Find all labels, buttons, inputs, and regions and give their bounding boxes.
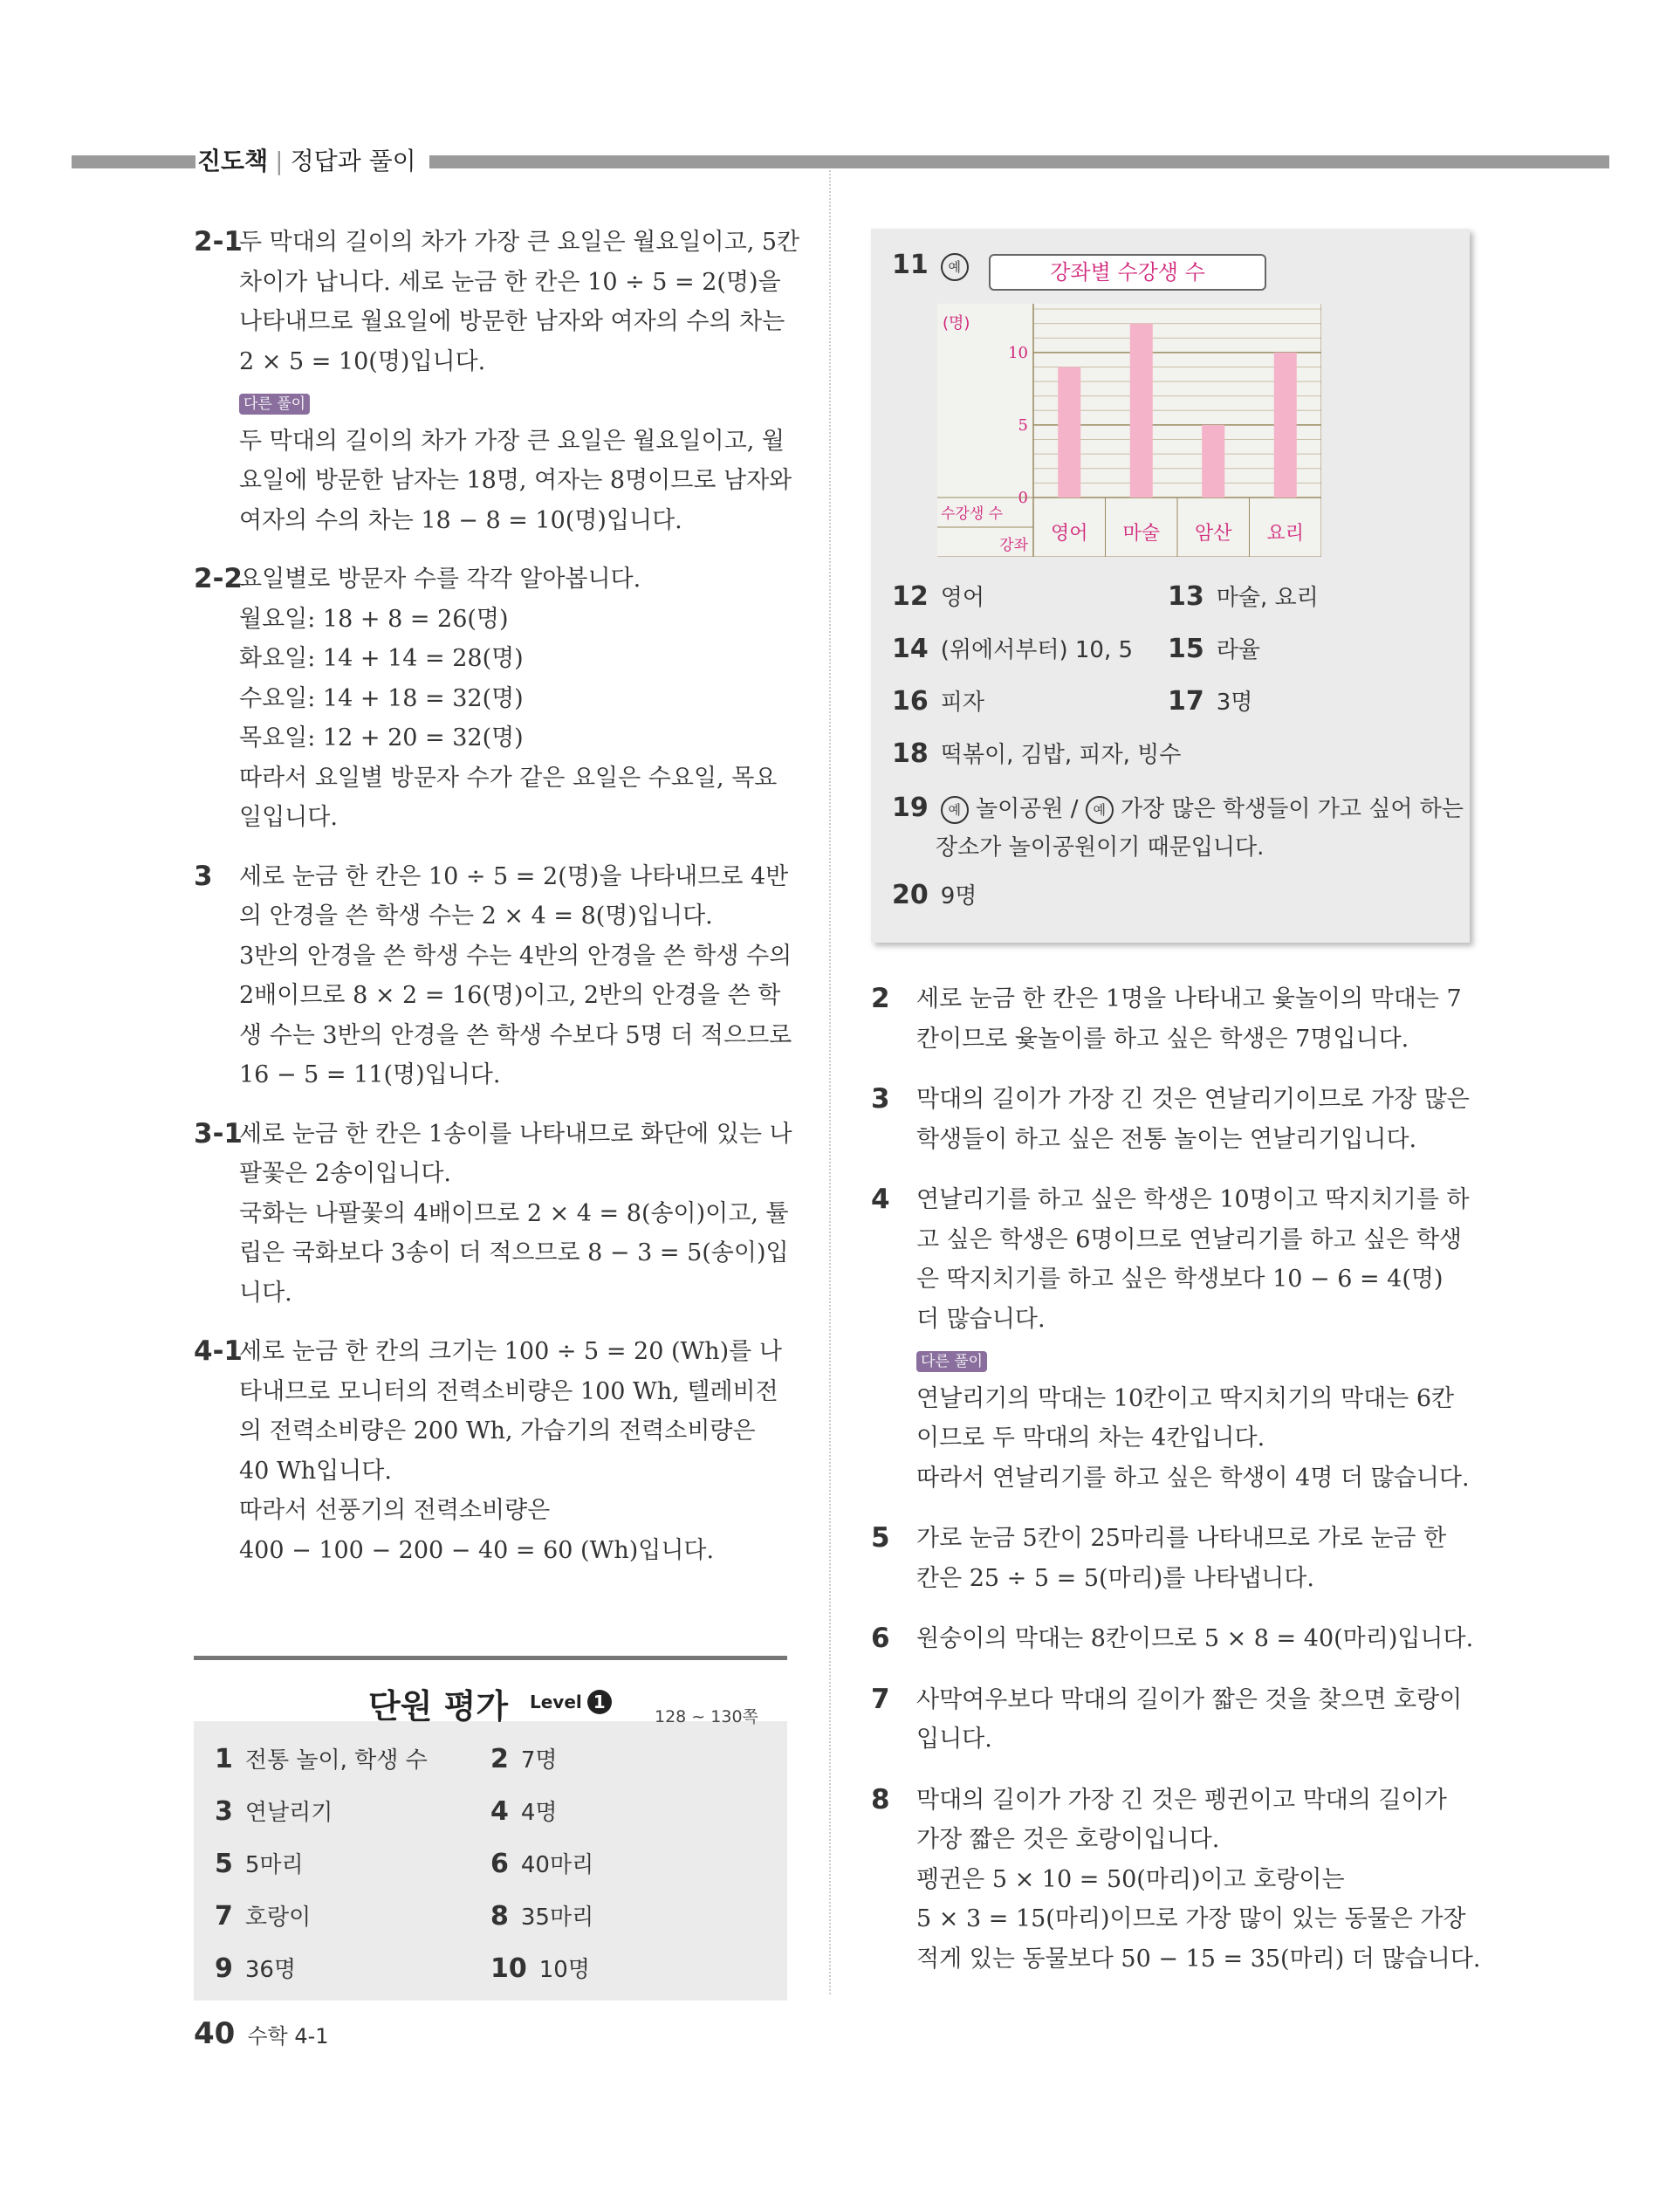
item-number: 4-1: [194, 1335, 243, 1367]
text-line: 요일별로 방문자 수를 각각 알아봅니다.: [239, 566, 641, 593]
item-number: 2-2: [194, 563, 243, 594]
text-line: 두 막대의 길이의 차가 가장 큰 요일은 월요일이고, 월: [239, 427, 785, 455]
item-number: 5: [871, 1522, 890, 1554]
text-line: 생 수는 3반의 안경을 쓴 학생 수보다 5명 더 적으므로: [239, 1021, 792, 1049]
category-label: 마술: [1122, 523, 1161, 545]
box-answer: 12 영어: [892, 581, 984, 612]
text-line: 입니다.: [916, 1726, 992, 1753]
text-line: 세로 눈금 한 칸은 10 ÷ 5 = 2(명)을 나타내므로 4반: [239, 862, 789, 890]
solution-item: [194, 559, 796, 838]
text-line: 월요일: 18 + 8 = 26(명): [239, 605, 509, 633]
text-line: 타내므로 모니터의 전력소비량은 100 Wh, 텔레비전: [239, 1377, 778, 1405]
text-line: 국화는 나팔꽃의 4배이므로 2 × 4 = 8(송이)이고, 튤: [239, 1199, 789, 1227]
item-number: 2: [871, 983, 890, 1014]
text-line: 세로 눈금 한 칸은 1송이를 나타내므로 화단에 있는 나: [239, 1120, 792, 1148]
answer-19: 19 예 놀이공원 / 예 가장 많은 학생들이 가고 싶어 하는: [892, 793, 1464, 823]
box-answer: 15 라율: [1168, 634, 1260, 664]
footer: [194, 2016, 329, 2051]
text-line: 의 전력소비량은 200 Wh, 가습기의 전력소비량은: [239, 1417, 756, 1445]
header-bar-left: [72, 155, 195, 168]
solution-item: [194, 223, 800, 540]
text-line: 더 많습니다.: [916, 1305, 1046, 1333]
solution-item: [871, 1519, 1473, 1598]
text-line: 적게 있는 동물보다 50 − 15 = 35(마리) 더 많습니다.: [916, 1945, 1481, 1973]
text-line: 이므로 두 막대의 차는 4칸입니다.: [916, 1424, 1265, 1452]
text-line: 두 막대의 길이의 차가 가장 큰 요일은 월요일이고, 5칸: [239, 229, 800, 256]
solution-item: [871, 1080, 1473, 1159]
eval-answer: 4 4명: [490, 1796, 558, 1827]
solution-item: [194, 1332, 796, 1570]
text-line: 따라서 선풍기의 전력소비량은: [239, 1497, 551, 1524]
text-line: 가장 짧은 것은 호랑이입니다.: [916, 1826, 1220, 1853]
eval-answer: 7 호랑이: [215, 1901, 312, 1932]
text-line: 차이가 납니다. 세로 눈금 한 칸은 10 ÷ 5 = 2(명)을: [239, 268, 781, 296]
text-line: 3반의 안경을 쓴 학생 수는 4반의 안경을 쓴 학생 수의: [239, 942, 792, 970]
eval-level: Level 1: [530, 1690, 612, 1714]
item-number: 7: [871, 1683, 890, 1715]
solution-item: [871, 1680, 1473, 1760]
alt-solution-tag: 다른 풀이: [916, 1351, 987, 1372]
text-line: 립은 국화보다 3송이 더 적으므로 8 − 3 = 5(송이)입: [239, 1239, 789, 1266]
text-line: 니다.: [239, 1279, 292, 1307]
header-book: 진도책: [197, 147, 269, 175]
text-line: 수요일: 14 + 18 = 32(명): [239, 684, 524, 712]
box-answer: 17 3명: [1168, 686, 1253, 717]
text-line: 2배이므로 8 × 2 = 16(명)이고, 2반의 안경을 쓴 학: [239, 982, 781, 1009]
text-line: 고 싶은 학생은 6명이므로 연날리기를 하고 싶은 학생: [916, 1225, 1462, 1253]
category-label: 요리: [1266, 523, 1305, 545]
y-unit-label: (명): [943, 314, 970, 333]
text-line: 목요일: 12 + 20 = 32(명): [239, 724, 524, 751]
eval-answer: 6 40마리: [490, 1849, 594, 1879]
solution-item: [871, 979, 1473, 1059]
text-line: 화요일: 14 + 14 = 28(명): [239, 645, 524, 672]
text-line: 400 − 100 − 200 − 40 = 60 (Wh)입니다.: [239, 1536, 715, 1564]
box-answer: 16 피자: [892, 686, 984, 717]
text-line: 은 딱지치기를 하고 싶은 학생보다 10 − 6 = 4(명): [916, 1266, 1443, 1293]
category-label: 영어: [1050, 523, 1088, 545]
text-line: 가로 눈금 5칸이 25마리를 나타내므로 가로 눈금 한: [916, 1525, 1447, 1552]
y-tick-label: 5: [1018, 415, 1028, 435]
text-line: 의 안경을 쓴 학생 수는 2 × 4 = 8(명)입니다.: [239, 902, 713, 930]
eval-answer: 8 35마리: [490, 1901, 594, 1932]
text-line: 막대의 길이가 가장 긴 것은 연날리기이므로 가장 많은: [916, 1086, 1470, 1113]
text-line: 따라서 요일별 방문자 수가 같은 요일은 수요일, 목요: [239, 764, 778, 792]
category-label: 암산: [1194, 523, 1232, 545]
solution-item: [871, 1619, 1473, 1659]
text-line: 연날리기를 하고 싶은 학생은 10명이고 딱지치기를 하: [916, 1186, 1470, 1213]
example-mark: 예: [1086, 796, 1114, 824]
corner-label-bottom: 강좌: [999, 537, 1028, 554]
alt-solution-tag: 다른 풀이: [239, 394, 310, 415]
text-line: 학생들이 하고 싶은 전통 놀이는 연날리기입니다.: [916, 1125, 1417, 1153]
right-column: [871, 979, 1481, 1979]
text-line: 원숭이의 막대는 8칸이므로 5 × 8 = 40(마리)입니다.: [916, 1625, 1474, 1652]
text-line: 여자의 수의 차는 18 − 8 = 10(명)입니다.: [239, 506, 682, 534]
bar-요리: [1274, 353, 1297, 498]
item-number: 8: [871, 1783, 890, 1815]
bar-영어: [1058, 367, 1080, 498]
eval-answer: 10 10명: [490, 1953, 590, 1984]
chart-title: 강좌별 수강생 수: [989, 254, 1266, 291]
left-column: [194, 223, 800, 1570]
eval-title: 단원 평가: [368, 1687, 509, 1726]
eval-answer: 2 7명: [490, 1744, 558, 1774]
bar-암산: [1202, 425, 1224, 498]
bar-chart: [937, 304, 1321, 557]
eval-answer: 5 5마리: [215, 1849, 304, 1879]
item-number: 2-1: [194, 226, 243, 257]
text-line: 칸이므로 윷놀이를 하고 싶은 학생은 7명입니다.: [916, 1025, 1409, 1053]
answer-19-line2: 장소가 놀이공원이기 때문입니다.: [936, 834, 1265, 861]
box-answer: 14 (위에서부터) 10, 5: [892, 634, 1134, 664]
text-line: 40 Wh입니다.: [239, 1457, 392, 1485]
unit-evaluation-box: [194, 1656, 787, 2001]
running-header: 진도책 | 정답과 풀이: [197, 147, 416, 175]
example-mark: 예: [941, 253, 969, 281]
answer-11: 11 예: [892, 251, 969, 281]
text-line: 16 − 5 = 11(명)입니다.: [239, 1061, 501, 1088]
item-number: 3-1: [194, 1117, 243, 1150]
box-answer: 18 떡볶이, 김밥, 피자, 빙수: [892, 738, 1182, 769]
solution-item: [194, 857, 796, 1095]
text-line: 펭귄은 5 × 10 = 50(마리)이고 호랑이는: [916, 1865, 1345, 1893]
corner-label-top: 수강생 수: [941, 505, 1004, 523]
solution-item: [871, 1180, 1473, 1498]
text-line: 세로 눈금 한 칸의 크기는 100 ÷ 5 = 20 (Wh)를 나: [239, 1338, 782, 1365]
eval-pages: 128 ~ 130쪽: [655, 1707, 758, 1726]
bar-마술: [1130, 324, 1153, 498]
eval-answer: 9 36명: [215, 1953, 297, 1984]
text-line: 막대의 길이가 가장 긴 것은 펭귄이고 막대의 길이가: [916, 1786, 1447, 1814]
box-answer: 20 9명: [892, 880, 977, 910]
item-number: 3: [194, 860, 213, 892]
level-number-badge: 1: [587, 1690, 612, 1714]
eval-answer: 1 전통 놀이, 학생 수: [215, 1744, 428, 1774]
y-tick-label: 10: [1008, 343, 1028, 362]
solution-item: [871, 1781, 1481, 1980]
example-mark: 예: [941, 796, 969, 824]
text-line: 사막여우보다 막대의 길이가 짧은 것을 찾으면 호랑이: [916, 1685, 1463, 1713]
column-divider: [829, 170, 831, 1994]
text-line: 요일에 방문한 남자는 18명, 여자는 8명이므로 남자와: [239, 467, 792, 494]
text-line: 세로 눈금 한 칸은 1명을 나타내고 윷놀이의 막대는 7: [916, 985, 1462, 1012]
text-line: 팔꽃은 2송이입니다.: [239, 1160, 451, 1187]
y-tick-label: 0: [1018, 489, 1028, 507]
box-answer: 13 마술, 요리: [1168, 581, 1319, 612]
text-line: 2 × 5 = 10(명)입니다.: [239, 347, 486, 375]
eval-answer: 3 연날리기: [215, 1796, 333, 1827]
header-section: 정답과 풀이: [290, 147, 416, 175]
header-bar-right: [429, 155, 1609, 168]
text-line: 칸은 25 ÷ 5 = 5(마리)를 나타냅니다.: [916, 1564, 1314, 1592]
item-number: 3: [871, 1083, 890, 1115]
solution-item: [194, 1115, 796, 1314]
text-line: 5 × 3 = 15(마리)이므로 가장 많이 있는 동물은 가장: [916, 1905, 1466, 1932]
page-number: 40: [194, 2016, 236, 2051]
item-number: 6: [871, 1623, 890, 1654]
text-line: 나타내므로 월요일에 방문한 남자와 여자의 수의 차는: [239, 308, 785, 335]
text-line: 연날리기의 막대는 10칸이고 딱지치기의 막대는 6칸: [916, 1384, 1455, 1412]
text-line: 일입니다.: [239, 804, 338, 831]
footer-book: 수학 4-1: [247, 2024, 329, 2049]
item-number: 4: [871, 1184, 890, 1215]
text-line: 따라서 연날리기를 하고 싶은 학생이 4명 더 많습니다.: [916, 1464, 1470, 1492]
